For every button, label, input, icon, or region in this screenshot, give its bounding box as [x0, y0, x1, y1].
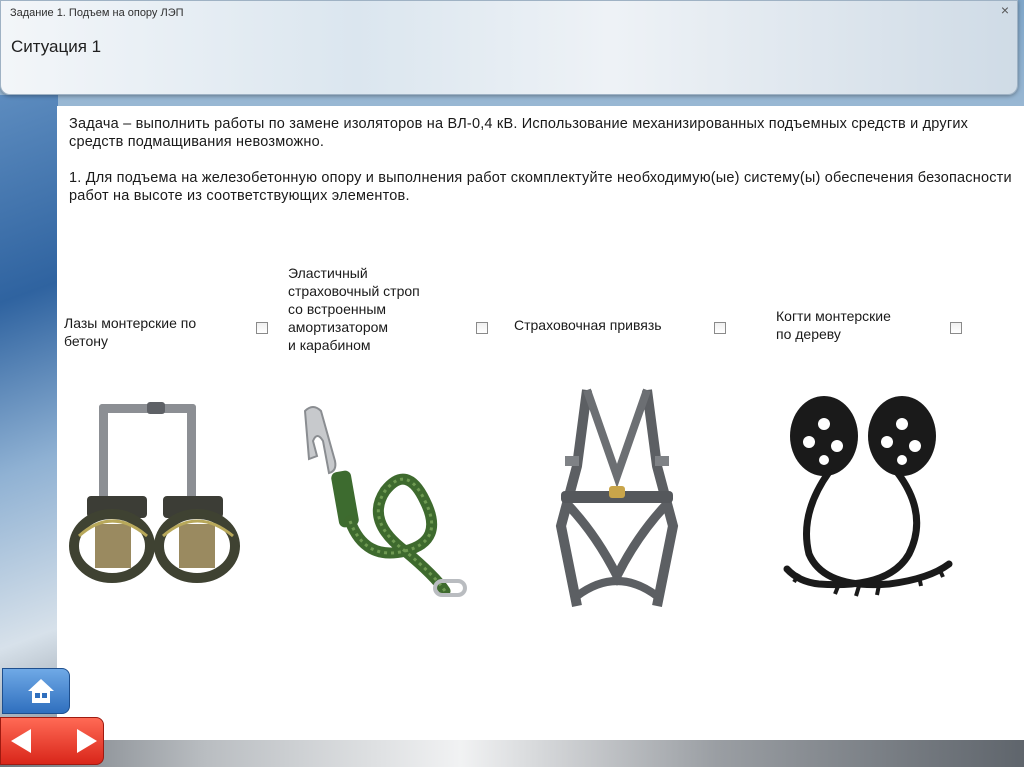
task-text — [69, 115, 1019, 223]
arrow-right-icon[interactable] — [71, 726, 101, 756]
checkbox-harness[interactable] — [714, 322, 726, 334]
tree-climbers-icon — [779, 394, 959, 604]
background-bottom — [0, 740, 1024, 767]
concrete-climbers-icon — [67, 396, 247, 596]
header-panel — [0, 0, 1018, 95]
checkbox-lanyard[interactable] — [476, 322, 488, 334]
situation-title: Ситуация 1 — [11, 37, 102, 56]
checkbox-tree-climbers[interactable] — [950, 322, 962, 334]
home-button[interactable] — [2, 668, 70, 714]
task-question: 1. Для подъема на железобетонную опору и выполнения работ скомплектуйте необходимую(ые) систему(ы) обеспечения безопасности работ на высоте из соответствующих элементов. — [69, 170, 1012, 204]
item-label-concrete-climbers: Лазы монтерские по бетону — [64, 315, 197, 349]
lanyard-icon — [295, 401, 475, 611]
content-panel — [57, 106, 1024, 740]
task-title: Задание 1. Подъем на опору ЛЭП — [10, 7, 184, 19]
arrow-left-icon[interactable] — [7, 726, 37, 756]
close-icon[interactable]: × — [1000, 2, 1009, 18]
home-icon — [26, 677, 56, 705]
background-left — [0, 95, 58, 767]
task-description: Задача – выполнить работы по замене изоляторов на ВЛ-0,4 кВ. Использование механизированных подъемных средств и других средств подмащивания невозможно. — [69, 116, 969, 150]
item-label-harness: Страховочная привязь — [514, 317, 662, 333]
item-label-tree-climbers: Когти монтерские по дереву — [776, 308, 891, 342]
item-label-lanyard: Эластичный страховочный строп со встроенным амортизатором и карабином — [288, 265, 420, 353]
checkbox-concrete-climbers[interactable] — [256, 322, 268, 334]
harness-icon — [547, 386, 687, 616]
navigation-arrows — [0, 717, 104, 765]
